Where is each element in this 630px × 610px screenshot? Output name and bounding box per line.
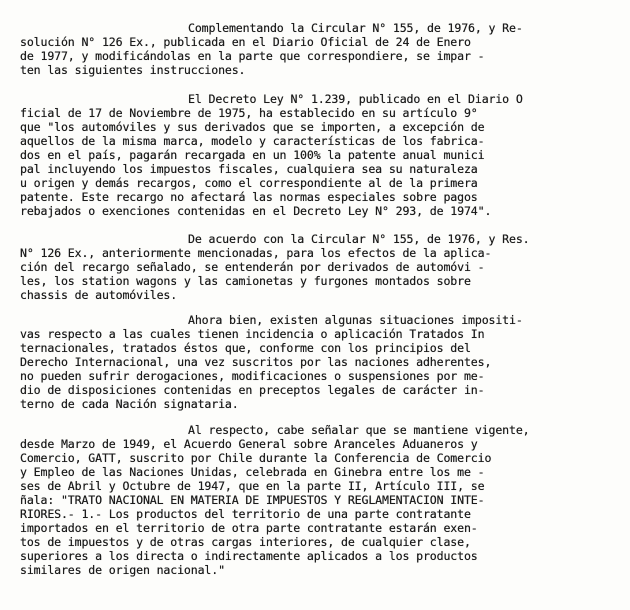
paragraph-4-line-7: terno de cada Nación signataria. — [20, 397, 239, 411]
paragraph-5-line-8: importados en el territorio de otra parte contratante estarán exen- — [20, 521, 478, 535]
paragraph-2-line-9: rebajados o exenciones contenidas en el Decreto Ley N° 293, de 1974". — [20, 204, 492, 218]
paragraph-5-line-2: desde Marzo de 1949, el Acuerdo General sobre Aranceles Aduaneros y — [20, 437, 478, 451]
paragraph-5-line-7: RIORES.- 1.- Los productos del territorio de una parte contratante — [20, 507, 471, 521]
paragraph-3-line-1: De acuerdo con la Circular N° 155, de 1976, y Res. — [188, 232, 530, 246]
paragraph-5-line-4: y Empleo de las Naciones Unidas, celebrada en Ginebra entre los me - — [20, 465, 485, 479]
paragraph-2-line-2: ficial de 17 de Noviembre de 1975, ha establecido en su artículo 9° — [20, 106, 478, 120]
paragraph-4-line-5: no pueden sufrir derogaciones, modificaciones o suspensiones por me- — [20, 369, 485, 383]
paragraph-5-line-9: tos de impuestos y de otras cargas interiores, de cualquier clase, — [20, 535, 471, 549]
paragraph-3-line-5: chassis de automóviles. — [20, 288, 178, 302]
paragraph-2-line-6: pal incluyendo los impuestos fiscales, cualquiera sea su naturaleza — [20, 162, 478, 176]
paragraph-5-line-10: superiores a los directa o indirectamente aplicados a los productos — [20, 549, 478, 563]
paragraph-3-line-2: N° 126 Ex., anteriormente mencionadas, para los efectos de la aplica- — [20, 246, 492, 260]
paragraph-3-line-4: les, los station wagons y las camionetas y furgones montados sobre — [20, 274, 471, 288]
paragraph-4-line-2: vas respecto a las cuales tienen incidencia o aplicación Tratados In — [20, 327, 485, 341]
paragraph-4-line-6: dio de disposiciones contenidas en preceptos legales de carácter in- — [20, 383, 485, 397]
paragraph-3-line-3: ción del recargo señalado, se entenderán por derivados de automóvi - — [20, 260, 485, 274]
paragraph-1-line-3: de 1977, y modificándolas en la parte que correspondiere, se impar - — [20, 49, 485, 63]
paragraph-2-line-1: El Decreto Ley N° 1.239, publicado en el Diario O — [188, 92, 523, 106]
paragraph-5-line-1: Al respecto, cabe señalar que se mantiene vigente, — [188, 423, 530, 437]
paragraph-2-line-3: que "los automóviles y sus derivados que se importen, a excepción de — [20, 120, 485, 134]
paragraph-2-line-5: dos en el país, pagarán recargada en un 100% la patente anual munici — [20, 148, 485, 162]
paragraph-4-line-4: Derecho Internacional, una vez suscritos por las naciones adherentes, — [20, 355, 492, 369]
paragraph-2-line-7: u origen y demás recargos, como el correspondiente al de la primera — [20, 176, 478, 190]
paragraph-4-line-3: ternacionales, tratados éstos que, conforme con los principios del — [20, 341, 471, 355]
paragraph-1-line-1: Complementando la Circular N° 155, de 1976, y Re- — [188, 21, 523, 35]
paragraph-4-line-1: Ahora bien, existen algunas situaciones impositi- — [188, 313, 523, 327]
paragraph-1-line-2: solución N° 126 Ex., publicada en el Diario Oficial de 24 de Enero — [20, 35, 471, 49]
paragraph-2-line-4: aquellos de la misma marca, modelo y características de los fabrica- — [20, 134, 485, 148]
paragraph-1-line-4: ten las siguientes instrucciones. — [20, 63, 246, 77]
paragraph-5-line-11: similares de origen nacional." — [20, 563, 225, 577]
paragraph-5-line-5: ses de Abril y Octubre de 1947, que en la parte II, Artículo III, se — [20, 479, 485, 493]
paragraph-2-line-8: patente. Este recargo no afectará las normas especiales sobre pagos — [20, 190, 478, 204]
paragraph-5-line-6: ñala: "TRATO NACIONAL EN MATERIA DE IMPUESTOS Y REGLAMENTACION INTE- — [20, 493, 485, 507]
paragraph-5-line-3: Comercio, GATT, suscrito por Chile durante la Conferencia de Comercio — [20, 451, 492, 465]
